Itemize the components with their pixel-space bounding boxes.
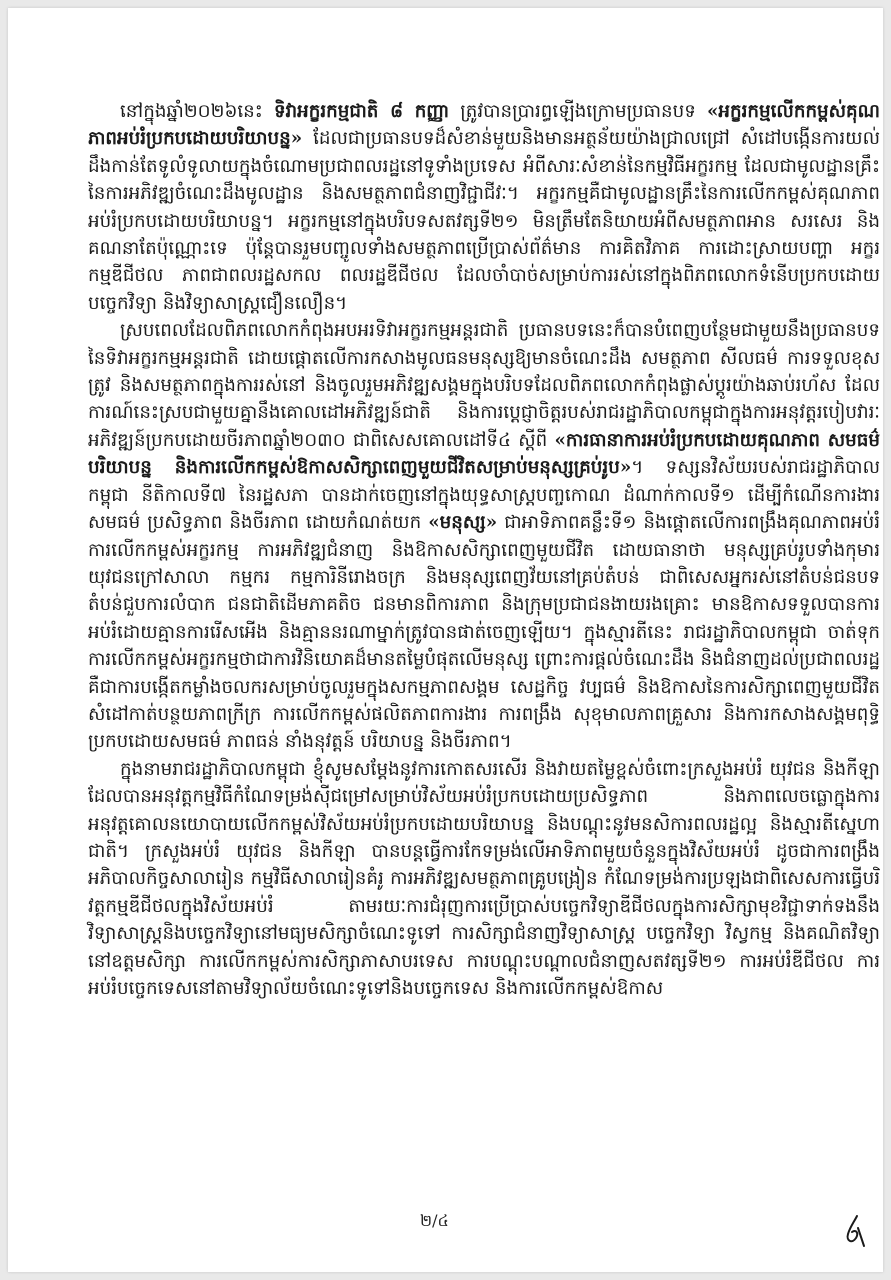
page-number: ២/៤ xyxy=(420,1211,449,1230)
text-run: ក្នុងនាមរាជរដ្ឋាភិបាលកម្ពុជា ខ្ញុំសូមសម្តែងនូវការកោតសរសើរ និងវាយតម្លៃខ្ពស់ចំពោះក្រសួងអប់រំ យុវជន និងកីឡា ដែលបានអនុវត្តកម្មវិធីកំណែទម្រង់ស៊ីជម្រៅសម្រាប់វិស័យអប់រំប្រកបដោយប្រសិទ្ធភាព និងភាពលេចធ្លោក្នុងការអនុវត្តគោលនយោបាយលើកកម្ពស់វិស័យអប់រំប្រកបដោយបរិយាបន្ន និងបណ្តុះនូវមនសិការពលរដ្ឋល្អ និងស្មារតីស្នេហាជាតិ។ ក្រសួងអប់រំ យុវជន និងកីឡា បានបន្តធ្វើការកែទម្រង់លើអាទិភាពមួយចំនួនក្នុងវិស័យអប់រំ ដូចជាការពង្រឹងអភិបាលកិច្ចសាលារៀន កម្មវិធីសាលារៀនគំរូ ការអភិវឌ្ឍសមត្ថភាពគ្រូបង្រៀន កំណែទម្រង់ការប្រឡងជាពិសេសការធ្វើបរិវត្តកម្មឌីជីថលក្នុងវិស័យអប់រំ តាមរយៈការជំរុញការប្រើប្រាស់បច្ចេកវិទ្យាឌីជីថលក្នុងការសិក្សាមុខវិជ្ជាទាក់ទងនឹងវិទ្យាសាស្ត្រនិងបច្ចេកវិទ្យានៅមធ្យមសិក្សាចំណេះទូទៅ ការសិក្សាជំនាញវិទ្យាសាស្ត្រ បច្ចេកវិទ្យា វិស្វកម្ម និងគណិតវិទ្យានៅឧត្តមសិក្សា ការលើកកម្ពស់ការសិក្សាភាសាបរទេស ការបណ្តុះបណ្តាលជំនាញសតវត្សទី២១ ការអប់រំឌីជីថល ការអប់រំបច្ចេកទេសនៅតាមវិទ្យាល័យចំណេះទូទៅនិងបច្ចេកទេស និងការលើកកម្ពស់ឱកាស xyxy=(88,758,880,999)
text-run: នៅក្នុងឆ្នាំ២០២៦នេះ xyxy=(120,101,274,122)
bold-text-run: «អក្ខរកម្មលើកកម្ពស់គុណភាពអប់រំប្រកបដោយបរិយាបន្ន» xyxy=(88,101,880,150)
paragraph xyxy=(88,317,880,756)
text-run: ដែលជាប្រធានបទដ៏សំខាន់មួយនិងមានអត្ថន័យយ៉ាងជ្រាលជ្រៅ សំដៅបង្កើនការយល់ដឹងកាន់តែទូលំទូលាយក្នុងចំណោមប្រជាពលរដ្ឋនៅទូទាំងប្រទេស អំពីសារៈសំខាន់នៃកម្មវិធីអក្ខរកម្ម ដែលជាមូលដ្ឋានគ្រឹះនៃការអភិវឌ្ឍចំណេះដឹងមូលដ្ឋាន និងសមត្ថភាពជំនាញវិជ្ជាជីវៈ។ អក្ខរកម្មគឺជាមូលដ្ឋានគ្រឹះនៃការលើកកម្ពស់គុណភាពអប់រំប្រកបដោយបរិយាបន្ន។ អក្ខរកម្មនៅក្នុងបរិបទសតវត្សទី២១ មិនត្រឹមតែនិយាយអំពីសមត្ថភាពអាន សរសេរ និងគណនាតែប៉ុណ្ណោះទេ ប៉ុន្តែបានរួមបញ្ចូលទាំងសមត្ថភាពប្រើប្រាស់ព័ត៌មាន ការគិតវិភាគ ការដោះស្រាយបញ្ហា អក្ខរកម្មឌីជីថល ភាពជាពលរដ្ឋសកល ពលរដ្ឋឌីជីថល ដែលចាំបាច់សម្រាប់ការរស់នៅក្នុងពិភពលោកទំនើបប្រកបដោយបច្ចេកវិទ្យា និងវិទ្យាសាស្ត្រជឿនលឿន។ xyxy=(88,128,880,314)
bold-text-run: «មនុស្ស» xyxy=(428,512,498,534)
document-page xyxy=(8,8,883,1272)
text-run: ស្របពេលដែលពិភពលោកកំពុងអបអរទិវាអក្ខរកម្មអន្តរជាតិ ប្រធានបទនេះក៏បានបំពេញបន្ថែមជាមួយនឹងប្រធានបទនៃទិវាអក្ខរកម្មអន្តរជាតិ ដោយផ្តោតលើការកសាងមូលធនមនុស្សឱ្យមានចំណេះដឹង សមត្ថភាព សីលធម៌ ការទទួលខុសត្រូវ និងសមត្ថភាពក្នុងការរស់នៅ និងចូលរួមអភិវឌ្ឍសង្គមក្នុងបរិបទដែលពិភពលោកកំពុងផ្លាស់ប្តូរយ៉ាងឆាប់រហ័ស ដែលការណ៍នេះស្របជាមួយគ្នានឹងគោលដៅអភិវឌ្ឍន៍ជាតិ និងការប្តេជ្ញាចិត្តរបស់រាជរដ្ឋាភិបាលកម្ពុជាក្នុងការអនុវត្តរបៀបវារៈអភិវឌ្ឍន៍ប្រកបដោយចីរភាពឆ្នាំ២០៣០ ជាពិសេសគោលដៅទី៤ ស្តីពី xyxy=(88,320,880,451)
text-run: ជាអាទិភាពគន្លឹះទី១ និងផ្តោតលើការពង្រឹងគុណភាពអប់រំ ការលើកកម្ពស់អក្ខរកម្ម ការអភិវឌ្ឍជំនាញ និងឱកាសសិក្សាពេញមួយជីវិត ដោយធានាថា មនុស្សគ្រប់រូបទាំងកុមារ យុវជនក្រៅសាលា កម្មករ កម្មការិនីរោងចក្រ និងមនុស្សពេញវ័យនៅគ្រប់តំបន់ ជាពិសេសអ្នករស់នៅតំបន់ជនបទ តំបន់ជួបការលំបាក ជនជាតិដើមភាគតិច ជនមានពិការភាព និងក្រុមប្រជាជនងាយរងគ្រោះ មានឱកាសទទួលបានការអប់រំដោយគ្មានការរើសអើង និងគ្មាននរណាម្នាក់ត្រូវបានផាត់ចេញឡើយ។ ក្នុងស្មារតីនេះ រាជរដ្ឋាភិបាលកម្ពុជា ចាត់ទុកការលើកកម្ពស់អក្ខរកម្មថាជាការវិនិយោគដ៏មានតម្លៃបំផុតលើមនុស្ស ព្រោះការផ្តល់ចំណេះដឹង និងជំនាញដល់ប្រជាពលរដ្ឋ គឺជាការបង្កើតកម្លាំងចលករសម្រាប់ចូលរួមក្នុងសកម្មភាពសង្គម សេដ្ឋកិច្ច វប្បធម៌ និងឱកាសនៃការសិក្សាពេញមួយជីវិត សំដៅកាត់បន្ថយភាពក្រីក្រ ការលើកកម្ពស់ផលិតភាពការងារ ការពង្រឹង សុខុមាលភាពគ្រួសារ និងការកសាងសង្គមពុទ្ធិប្រកបដោយសមធម៌ ភាពធន់ នាំងនុវត្តន៍ បរិយាបន្ន និងចីរភាព។ xyxy=(88,512,881,753)
handwritten-initials-signature xyxy=(842,1214,868,1248)
bold-text-run: ទិវាអក្ខរកម្មជាតិ ៨ កញ្ញា xyxy=(273,101,450,122)
paragraph xyxy=(88,756,880,1003)
bold-text-run: «ការធានាការអប់រំប្រកបដោយគុណភាព សមធម៌ បរិយាបន្ន និងការលើកកម្ពស់ឱកាសសិក្សាពេញមួយជីវិតសម្រាប់មនុស្សគ្រប់រូប» xyxy=(88,429,880,479)
paragraph xyxy=(88,98,880,317)
text-run: ត្រូវបានប្រារព្ធឡើងក្រោមប្រធានបទ xyxy=(449,101,707,122)
document-body xyxy=(88,98,880,1002)
text-run: ។ ទស្សនវិស័យរបស់រាជរដ្ឋាភិបាលកម្ពុជា នីតិកាលទី៧ នៃរដ្ឋសភា បានដាក់ចេញនៅក្នុងយុទ្ធសាស្ត្របញ្ចកោណ ដំណាក់កាលទី១ ដើម្បីកំណើនការងារ សមធម៌ ប្រសិទ្ធភាព និងចីរភាព ដោយកំណត់យក xyxy=(88,457,880,534)
